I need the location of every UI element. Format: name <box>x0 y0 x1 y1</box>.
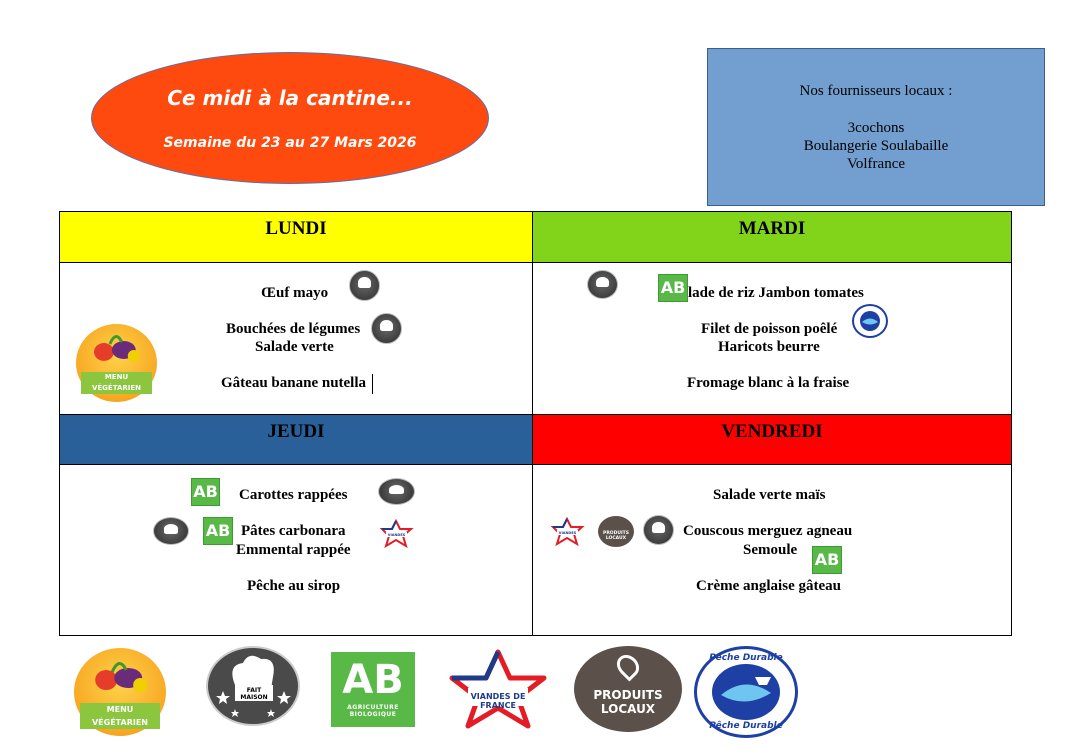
day-header-lundi <box>59 211 533 263</box>
menu-item: Pâtes carbonara <box>241 523 346 539</box>
supplier-item: Volfrance <box>846 156 906 172</box>
legend-viandes-de-france-icon <box>446 648 550 730</box>
ab-sub-text: AGRICULTURE BIOLOGIQUE <box>347 704 399 718</box>
menu-item: Carottes rappées <box>239 487 348 503</box>
suppliers-box <box>707 48 1045 206</box>
menu-item: Œuf mayo <box>261 285 329 301</box>
menu-item: Haricots beurre <box>718 339 820 355</box>
week-subtitle: Semaine du 23 au 27 Mars 2026 <box>163 135 417 151</box>
vdf-text: VIANDES DE FRANCE <box>470 692 526 710</box>
svg-text:VIANDES: VIANDES <box>387 533 406 537</box>
viandes-de-france-icon <box>378 519 415 549</box>
menu-item: Pêche au sirop <box>247 578 341 594</box>
legend-agriculture-bio-icon <box>331 652 415 727</box>
page-title: Ce midi à la cantine... <box>167 86 413 110</box>
fait-maison-icon <box>643 515 674 545</box>
produits-locaux-icon <box>598 516 634 547</box>
legend-produits-locaux-icon <box>574 646 682 732</box>
agriculture-bio-icon <box>203 517 233 545</box>
menu-item: Filet de poisson poêlé <box>701 321 838 337</box>
menu-vegetarien-icon <box>76 324 157 402</box>
menu-item: Salade verte <box>255 339 334 355</box>
veg-label: MENU VÉGÉTARIEN <box>80 703 161 729</box>
fait-maison-icon <box>153 517 189 545</box>
local-text: PRODUITS LOCAUX <box>593 688 663 716</box>
ab-text: AB <box>814 550 840 569</box>
agriculture-bio-icon <box>191 478 220 506</box>
suppliers-heading: Nos fournisseurs locaux : <box>799 83 953 99</box>
day-name: JEUDI <box>267 421 325 442</box>
agriculture-bio-icon <box>812 546 842 574</box>
fait-maison-icon <box>349 270 380 301</box>
viandes-de-france-icon <box>549 517 586 549</box>
day-header-jeudi <box>59 414 533 465</box>
agriculture-bio-icon <box>658 274 688 302</box>
ab-text: AB <box>660 278 686 297</box>
header-oval <box>91 52 489 184</box>
ab-text: AB <box>342 657 404 703</box>
ab-text: AB <box>205 521 231 540</box>
day-header-vendredi <box>532 414 1012 465</box>
menu-item: Semoule <box>743 542 798 558</box>
local-text: PRODUITS LOCAUX <box>603 531 629 541</box>
menu-item: Emmental rappée <box>236 542 351 558</box>
menu-item: lade de riz Jambon tomates <box>688 285 864 301</box>
menu-item: Salade verte maïs <box>713 487 826 503</box>
text-cursor <box>372 374 373 394</box>
menu-item: Couscous merguez agneau <box>683 523 853 539</box>
supplier-item: 3cochons <box>847 120 905 136</box>
ab-text: AB <box>193 482 218 501</box>
menu-item: Crème anglaise gâteau <box>696 578 841 594</box>
fait-maison-icon <box>371 313 402 344</box>
location-pin-icon <box>612 650 643 681</box>
fait-maison-icon <box>587 270 618 299</box>
svg-text:FAIT: FAIT <box>246 687 262 694</box>
day-name: MARDI <box>738 218 806 239</box>
svg-text:MAISON: MAISON <box>240 694 268 701</box>
supplier-item: Boulangerie Soulabaille <box>803 138 949 154</box>
peche-durable-icon <box>852 304 888 338</box>
peche-text-top: Pêche Durable <box>709 653 783 663</box>
veg-label: MENU VÉGÉTARIEN <box>81 372 152 394</box>
menu-item: Fromage blanc à la fraise <box>687 375 850 391</box>
day-name: LUNDI <box>265 218 327 239</box>
menu-item: Bouchées de légumes <box>226 321 361 337</box>
legend-fait-maison-icon <box>205 645 301 727</box>
day-name: VENDREDI <box>721 421 823 442</box>
fait-maison-icon <box>378 478 415 505</box>
svg-text:VIANDES: VIANDES <box>558 531 577 535</box>
legend-peche-durable-icon <box>694 646 798 738</box>
peche-text-bottom: Pêche Durable <box>709 721 783 731</box>
legend-menu-vegetarien-icon <box>74 648 166 736</box>
day-header-mardi <box>532 211 1012 263</box>
menu-item: Gâteau banane nutella <box>221 375 367 391</box>
